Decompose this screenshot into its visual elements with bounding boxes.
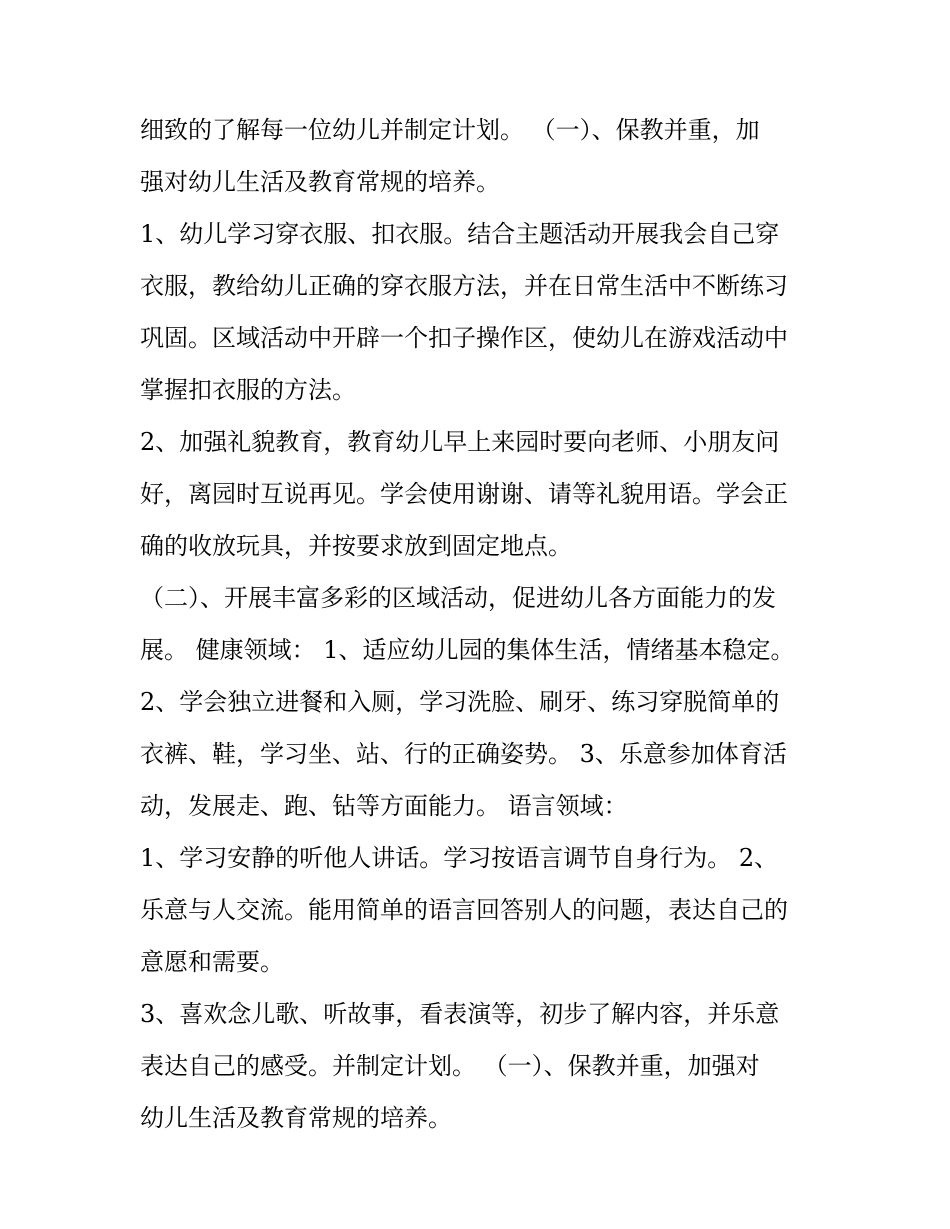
text-line: 1、学习安静的听他人讲话。学习按语言调节自身行为。 2、	[140, 844, 779, 872]
text-line: 动，发展走、跑、钻等方面能力。 语言领域：	[140, 792, 628, 820]
text-line: 2、加强礼貌教育，教育幼儿早上来园时要向老师、小朋友问	[140, 428, 780, 456]
text-line: 3、喜欢念儿歌、听故事，看表演等，初步了解内容，并乐意	[140, 1000, 780, 1028]
text-line: 强对幼儿生活及教育常规的培养。	[140, 168, 500, 196]
text-line: 1、幼儿学习穿衣服、扣衣服。结合主题活动开展我会自己穿	[140, 220, 780, 248]
text-line: 乐意与人交流。能用简单的语言回答别人的问题，表达自己的	[140, 896, 788, 924]
text-line: 衣裤、鞋，学习坐、站、行的正确姿势。 3、乐意参加体育活	[140, 740, 787, 768]
text-line: （二）、开展丰富多彩的区域活动，促进幼儿各方面能力的发	[140, 584, 776, 612]
text-line: 巩固。区域活动中开辟一个扣子操作区，使幼儿在游戏活动中	[140, 324, 788, 352]
text-line: 2、学会独立进餐和入厕，学习洗脸、刷牙、练习穿脱简单的	[140, 688, 780, 716]
text-line: 确的收放玩具，并按要求放到固定地点。	[140, 532, 572, 560]
text-line: 掌握扣衣服的方法。	[140, 376, 356, 404]
body-text	[140, 104, 820, 1144]
text-line: 衣服，教给幼儿正确的穿衣服方法，并在日常生活中不断练习	[140, 272, 788, 300]
text-line: 展。 健康领域： 1、适应幼儿园的集体生活，情绪基本稳定。	[140, 636, 795, 664]
text-line: 幼儿生活及教育常规的培养。	[140, 1104, 452, 1132]
text-line: 好，离园时互说再见。学会使用谢谢、请等礼貌用语。学会正	[140, 480, 788, 508]
text-line: 意愿和需要。	[140, 948, 284, 976]
text-line: 表达自己的感受。并制定计划。 （一）、保教并重，加强对	[140, 1052, 760, 1080]
text-line: 细致的了解每一位幼儿并制定计划。 （一）、保教并重，加	[140, 116, 760, 144]
